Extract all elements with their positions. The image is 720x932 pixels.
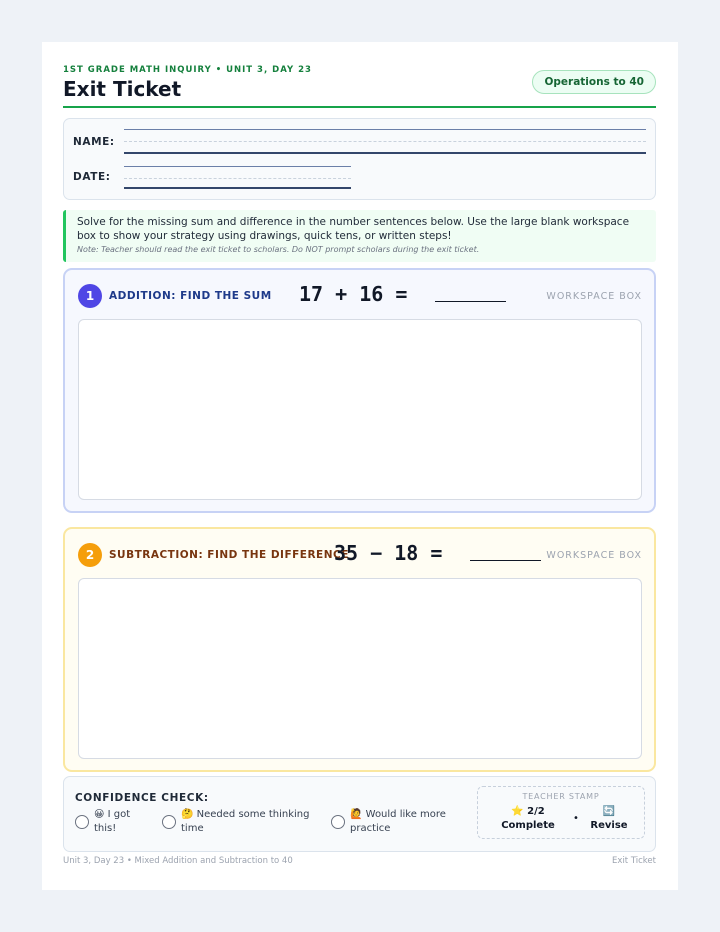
number-sentence: 17 + 16 =: [299, 282, 408, 306]
star-icon: ⭐: [511, 806, 524, 817]
instructions-box: [63, 210, 656, 262]
stamp-separator: •: [573, 813, 579, 824]
option-text: 🙋 Would like more practice: [350, 809, 446, 834]
name-guide-top: [124, 129, 646, 130]
name-guide-mid: [124, 141, 646, 142]
name-guide-base: [124, 152, 646, 154]
date-field[interactable]: [124, 166, 351, 189]
header-divider: [63, 106, 656, 108]
date-label: DATE:: [73, 171, 111, 183]
option-text: 😀 I got this!: [94, 809, 131, 834]
name-field[interactable]: [124, 129, 646, 154]
answer-blank[interactable]: [470, 560, 541, 561]
radio-circle[interactable]: [162, 815, 176, 829]
page-title: Exit Ticket: [63, 77, 182, 101]
problem-card-subtraction: [63, 527, 656, 772]
workspace-label: WORKSPACE BOX: [546, 550, 642, 561]
problem-label: SUBTRACTION: FIND THE DIFFERENCE: [109, 549, 349, 561]
option-text: 🤔 Needed some thinking time: [181, 809, 310, 834]
instructions-text: Solve for the missing sum and difference in the number sentences below. Use the large blank workspace box to show your strategy using drawings, quick tens, or written steps!: [77, 216, 630, 242]
confidence-check: [63, 776, 656, 852]
stamp-label: TEACHER STAMP: [522, 792, 600, 801]
revise-icon: 🔄: [602, 806, 616, 817]
number-sentence: 35 − 18 =: [334, 541, 443, 565]
smile-emoji-icon: 😀: [94, 809, 105, 820]
thinking-emoji-icon: 🤔: [181, 809, 194, 820]
teacher-stamp-box: [477, 786, 645, 839]
date-guide-mid: [124, 178, 351, 179]
exit-ticket-page: [42, 42, 678, 890]
topic-badge: Operations to 40: [532, 70, 656, 94]
stamp-revise[interactable]: 🔄 Revise: [586, 805, 632, 833]
footer-title: Exit Ticket: [612, 856, 656, 866]
date-guide-top: [124, 166, 351, 167]
workspace-box[interactable]: [78, 578, 642, 759]
radio-circle[interactable]: [331, 815, 345, 829]
date-guide-base: [124, 187, 351, 189]
raised-hand-emoji-icon: 🙋: [350, 809, 363, 820]
problem-number-badge: 2: [78, 543, 102, 567]
workspace-box[interactable]: [78, 319, 642, 500]
footer-unit-info: Unit 3, Day 23 • Mixed Addition and Subtraction to 40: [63, 856, 293, 866]
answer-blank[interactable]: [435, 301, 506, 302]
problem-label: ADDITION: FIND THE SUM: [109, 290, 272, 302]
radio-circle[interactable]: [75, 815, 89, 829]
problem-card-addition: [63, 268, 656, 513]
confidence-title: CONFIDENCE CHECK:: [75, 792, 209, 804]
student-info-box: [63, 118, 656, 200]
header-kicker: 1ST GRADE MATH INQUIRY • UNIT 3, DAY 23: [63, 65, 312, 75]
name-label: NAME:: [73, 136, 115, 148]
problem-number-badge: 1: [78, 284, 102, 308]
teacher-note: Note: Teacher should read the exit ticket to scholars. Do NOT prompt scholars during the exit ticket.: [77, 245, 480, 254]
workspace-label: WORKSPACE BOX: [546, 291, 642, 302]
stamp-complete[interactable]: ⭐ 2/2 Complete: [501, 806, 555, 831]
